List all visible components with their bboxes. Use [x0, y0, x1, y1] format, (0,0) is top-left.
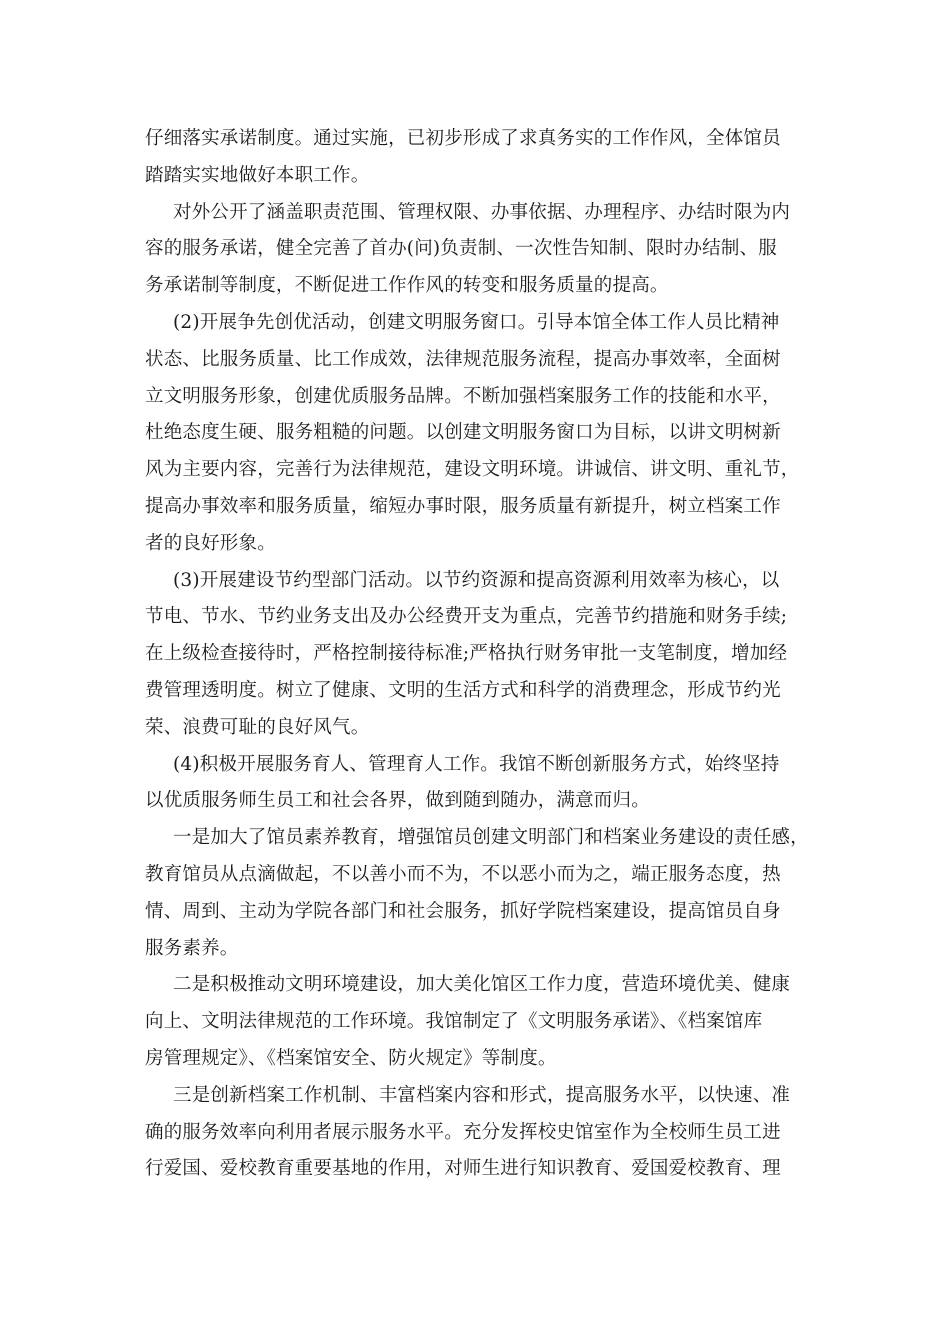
- text-line: 情、周到、主动为学院各部门和社会服务，抓好学院档案建设，提高馆员自身: [145, 900, 781, 922]
- document-body: [145, 121, 835, 1188]
- text-line: 杜绝态度生硬、服务粗糙的问题。以创建文明服务窗口为目标，以讲文明树新: [145, 422, 781, 444]
- text-line: 向上、文明法律规范的工作环境。我馆制定了《文明服务承诺》、《档案馆库: [145, 1011, 763, 1033]
- text-line: (3)开展建设节约型部门活动。以节约资源和提高资源利用效率为核心，以: [173, 569, 780, 591]
- text-line: 仔细落实承诺制度。通过实施，已初步形成了求真务实的工作作风，全体馆员: [145, 128, 781, 149]
- text-line: 三是创新档案工作机制、丰富档案内容和形式，提高服务水平，以快速、准: [173, 1084, 791, 1106]
- text-line: 立文明服务形象，创建优质服务品牌。不断加强档案服务工作的技能和水平，: [145, 385, 781, 407]
- text-line: 二是积极推动文明环境建设，加大美化馆区工作力度，营造环境优美、健康: [173, 974, 791, 996]
- text-line: 风为主要内容，完善行为法律规范，建设文明环境。讲诚信、讲文明、重礼节，: [145, 459, 800, 481]
- text-line: 在上级检查接待时，严格控制接待标准;严格执行财务审批一支笔制度，增加经: [145, 643, 788, 665]
- text-line: 状态、比服务质量、比工作成效，法律规范服务流程，提高办事效率，全面树: [145, 348, 781, 370]
- text-line: 一是加大了馆员素养教育，增强馆员创建文明部门和档案业务建设的责任感，: [173, 827, 809, 849]
- text-line: 对外公开了涵盖职责范围、管理权限、办事依据、办理程序、办结时限为内: [173, 201, 791, 223]
- text-line: 费管理透明度。树立了健康、文明的生活方式和科学的消费理念，形成节约光: [145, 679, 781, 701]
- text-line: 节电、节水、节约业务支出及办公经费开支为重点，完善节约措施和财务手续;: [145, 606, 788, 628]
- text-line: 确的服务效率向利用者展示服务水平。充分发挥校史馆室作为全校师生员工进: [145, 1121, 781, 1143]
- text-line: 荣、浪费可耻的良好风气。: [145, 716, 370, 738]
- text-line: 务承诺制等制度，不断促进工作作风的转变和服务质量的提高。: [145, 275, 669, 297]
- text-line: 教育馆员从点滴做起，不以善小而不为，不以恶小而为之，端正服务态度，热: [145, 863, 781, 885]
- text-line: (4)积极开展服务育人、管理育人工作。我馆不断创新服务方式，始终坚持: [173, 753, 780, 775]
- text-line: 容的服务承诺，健全完善了首办(问)负责制、一次性告知制、限时办结制、服: [145, 238, 777, 260]
- text-line: 提高办事效率和服务质量，缩短办事时限，服务质量有新提升，树立档案工作: [145, 495, 781, 517]
- text-line: 者的良好形象。: [145, 532, 276, 554]
- text-line: (2)开展争先创优活动，创建文明服务窗口。引导本馆全体工作人员比精神: [173, 311, 780, 333]
- text-line: 以优质服务师生员工和社会各界，做到随到随办，满意而归。: [145, 790, 650, 812]
- text-line: 服务素养。: [145, 937, 239, 959]
- text-line: 房管理规定》、《档案馆安全、防火规定》等制度。: [145, 1047, 557, 1069]
- text-line: 踏踏实实地做好本职工作。: [145, 164, 370, 186]
- text-line: 行爱国、爱校教育重要基地的作用，对师生进行知识教育、爱国爱校教育、理: [145, 1158, 781, 1180]
